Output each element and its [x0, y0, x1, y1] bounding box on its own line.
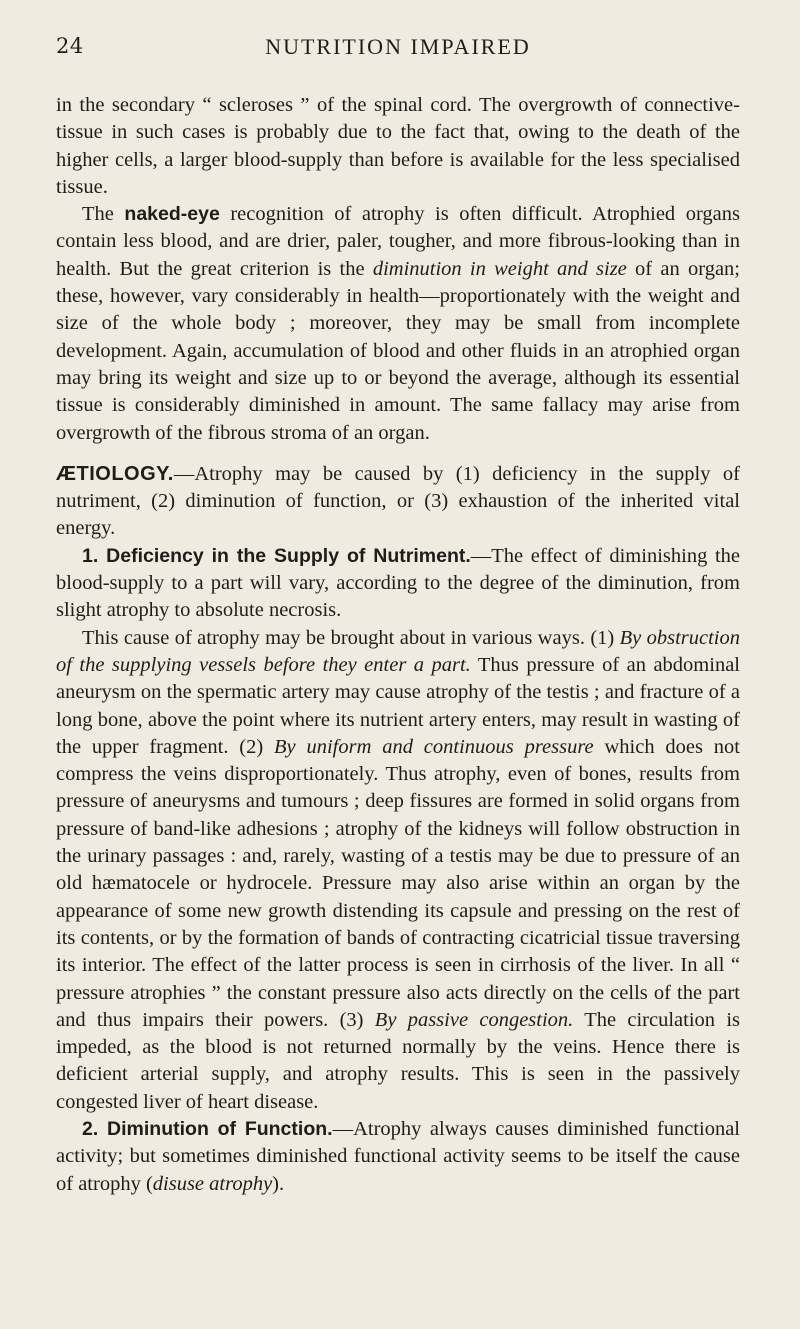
text-run: —Atrophy may be caused by (1) deficiency in the supply of nutriment, (2) diminution of function, or (3) exhaustion of the inherited vital energy. [56, 462, 740, 540]
text-run: This cause of atrophy may be brought about in various ways. (1) [82, 626, 620, 649]
text-run: —The effect of diminishing the blood-supply to a part will vary, according to the degree of the diminution, from slight atrophy to absolute necrosis. [56, 544, 740, 622]
text-run: ). [272, 1172, 285, 1195]
paragraph-continuation: in the secondary “ scleroses ” of the spinal cord. The overgrowth of connective-tissue in such cases is probably due to the fact that, owing to the death of the higher cells, a larger blood-supply than before is available for the less specialised tissue. [56, 94, 740, 198]
paragraph-naked-eye [56, 201, 740, 447]
subheading-deficiency: 1. Deficiency in the Supply of Nutriment. [82, 544, 471, 567]
paragraph-aetiology [56, 461, 740, 543]
text-run: —Atrophy always causes diminished functional activity; but sometimes diminished functional activity seems to be itself the cause of atrophy ( [56, 1117, 740, 1195]
text-run: The [82, 203, 125, 226]
paragraph-causes [56, 625, 740, 1116]
text-run: recognition of atrophy is often difficult. Atrophied organs contain less blood, and are drier, paler, tougher, and more fibrous-looking than in health. But the great criterion is the [56, 203, 740, 280]
section-heading-aetiology: ÆTIOLOGY. [56, 462, 174, 485]
running-head [56, 34, 740, 64]
italic-phrase: disuse atrophy [152, 1172, 273, 1195]
italic-phrase: By obstruction of the supplying vessels before they enter a part. [56, 626, 740, 676]
text-run: which does not compress the veins disproportionately. Thus atrophy, even of bones, results from pressure of aneurysms and tumours ; deep fissures are formed in solid organs from pressure of band-like adhesions ; atrophy of the kidneys will follow obstruction in the urinary passages : and, rarely, wasting of a testis may be due to pressure of an old hæmatocele or hydrocele. Pressure may also arise within an organ by the appearance of some new growth distending its capsule and pressing on the rest of its contents, or by the formation of bands of contracting cicatricial tissue traversing its interior. The effect of the latter process is seen in cirrhosis of the liver. In all “ pressure atrophies ” the constant pressure also acts directly on the cells of the part and thus impairs their powers. (3) [56, 735, 741, 1031]
body-text [56, 92, 740, 1198]
text-run: of an organ; these, however, vary considerably in health—proportionately with the weight and size of the whole body ; moreover, they may be small from incomplete development. Again, accumulation of blood and other fluids in an atrophied organ may bring its weight and size up to or beyond the average, although its essential tissue is considerably diminished in amount. The same fallacy may arise from overgrowth of the fibrous stroma of an organ. [56, 257, 740, 444]
italic-phrase: By uniform and continuous pressure [274, 735, 594, 758]
paragraph-diminution [56, 1116, 740, 1198]
page-number: 24 [56, 34, 84, 58]
paragraph-deficiency [56, 543, 740, 625]
bold-term-naked-eye: naked-eye [124, 203, 220, 226]
italic-phrase: By passive congestion. [374, 1008, 574, 1031]
italic-phrase: diminution in weight and size [372, 257, 627, 280]
subheading-diminution: 2. Diminution of Function. [82, 1117, 333, 1140]
text-run: The circulation is impeded, as the blood is not returned normally by the veins. Hence there is deficient arterial supply, and atrophy results. This is seen in the passively congested liver of heart disease. [56, 1008, 740, 1113]
running-title: NUTRITION IMPAIRED [265, 34, 531, 59]
text-run: Thus pressure of an abdominal aneurysm on the spermatic artery may cause atrophy of the testis ; and fracture of a long bone, above the point where its nutrient artery enters, may result in wasting of the upper fragment. (2) [56, 653, 740, 758]
